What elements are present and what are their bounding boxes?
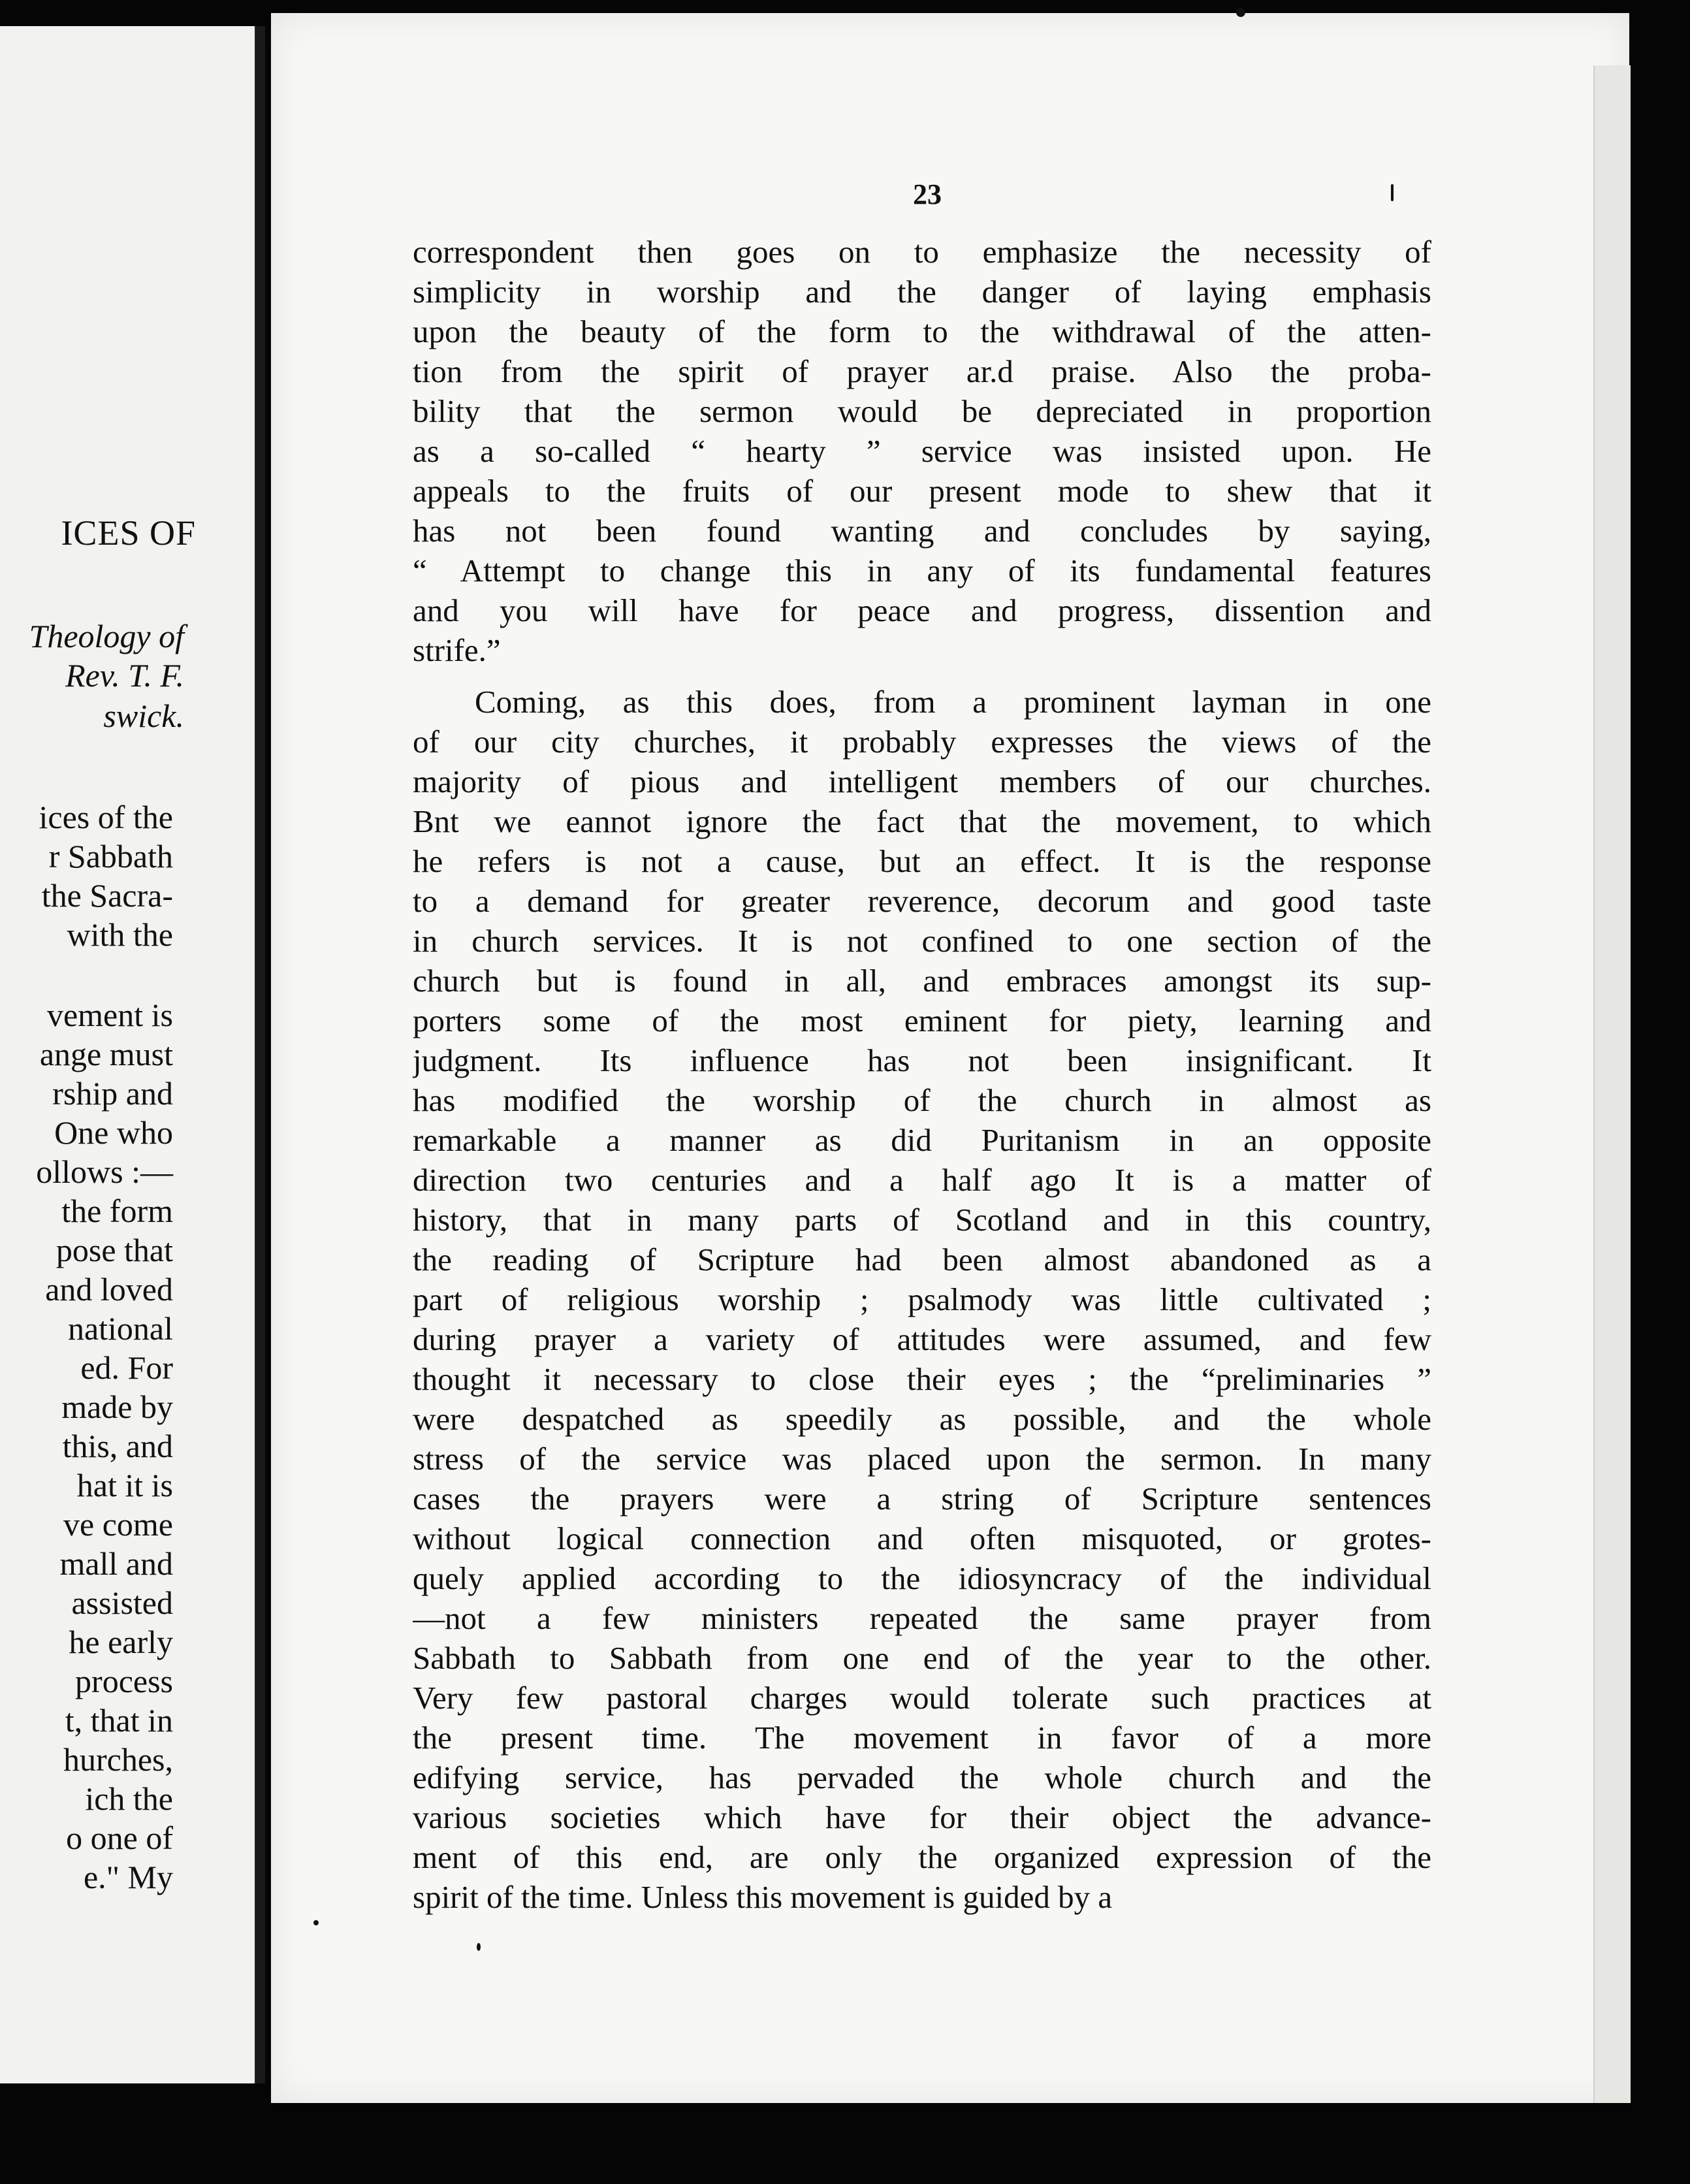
facing-page-line: assisted [71, 1584, 173, 1621]
text-line: quely applied according to the idiosyncracy of the individual [413, 1560, 1431, 1596]
facing-page-line: and loved [45, 1271, 173, 1308]
paragraph-1 [413, 232, 1431, 670]
facing-page-line: national [67, 1310, 173, 1347]
facing-page-line: r Sabbath [48, 838, 173, 875]
text-line: church but is found in all, and embraces amongst its sup- [413, 963, 1431, 999]
facing-page-line: process [75, 1663, 173, 1699]
text-line: “ Attempt to change this in any of its fundamental features [413, 553, 1431, 588]
facing-page-line: o one of [66, 1820, 173, 1856]
facing-page-line: ve come [63, 1506, 173, 1543]
facing-page-line: hurches, [63, 1741, 173, 1778]
facing-page-line: One who [54, 1114, 173, 1151]
text-line: history, that in many parts of Scotland and in this country, [413, 1202, 1431, 1238]
page-gutter [256, 26, 265, 2083]
text-line: simplicity in worship and the danger of laying emphasis [413, 274, 1431, 310]
facing-page-line: ange must [39, 1036, 173, 1072]
facing-page-heading: ICES OF [61, 513, 196, 553]
page-body-text [413, 232, 1431, 1917]
text-line: has modified the worship of the church in almost as [413, 1082, 1431, 1118]
text-line: majority of pious and intelligent members of our churches. [413, 763, 1431, 799]
facing-page-italic-line: Rev. T. F. [65, 657, 184, 694]
page-edge [1593, 65, 1631, 2103]
facing-page-line: hat it is [76, 1467, 173, 1503]
page-number: 23 [913, 178, 942, 210]
text-line: porters some of the most eminent for piety, learning and [413, 1003, 1431, 1038]
facing-page-line: e." My [83, 1859, 173, 1895]
facing-page-line: mall and [59, 1545, 173, 1582]
text-line: Very few pastoral charges would tolerate such practices at [413, 1680, 1431, 1716]
text-line: correspondent then goes on to emphasize the necessity of [413, 234, 1431, 270]
facing-page-line: with the [67, 916, 173, 953]
text-line: various societies which have for their object the advance- [413, 1799, 1431, 1835]
text-line: tion from the spirit of prayer ar.d praise. Also the proba- [413, 353, 1431, 389]
facing-page-line: this, and [62, 1428, 173, 1464]
text-line: Sabbath to Sabbath from one end of the year to the other. [413, 1640, 1431, 1676]
text-line: as a so-called “ hearty ” service was insisted upon. He [413, 433, 1431, 469]
text-line: thought it necessary to close their eyes ; the “preliminaries ” [413, 1361, 1431, 1397]
facing-page-line: vement is [46, 997, 173, 1033]
text-line: cases the prayers were a string of Scripture sentences [413, 1481, 1431, 1517]
facing-page-line: the form [61, 1193, 173, 1229]
scan-mark [1391, 184, 1394, 201]
facing-page-line: the Sacra- [41, 877, 173, 914]
facing-page [0, 26, 259, 2083]
text-line: to a demand for greater reverence, decorum and good taste [413, 883, 1431, 919]
facing-page-line: he early [69, 1624, 173, 1660]
text-line: Coming, as this does, from a prominent layman in one [475, 684, 1431, 720]
facing-page-line: ollows :— [36, 1153, 173, 1190]
text-line: during prayer a variety of attitudes were assumed, and few [413, 1321, 1431, 1357]
facing-page-italic-line: swick. [103, 698, 184, 734]
facing-page-line: rship and [52, 1075, 173, 1112]
text-line: —not a few ministers repeated the same prayer from [413, 1600, 1431, 1636]
text-line: bility that the sermon would be depreciated in proportion [413, 393, 1431, 429]
text-line: Bnt we eannot ignore the fact that the movement, to which [413, 803, 1431, 839]
scan-speck [477, 1943, 481, 1951]
facing-page-line: t, that in [65, 1702, 173, 1739]
paragraph-2 [413, 682, 1431, 1917]
text-line: the reading of Scripture had been almost abandoned as a [413, 1242, 1431, 1277]
scan-speck [1236, 8, 1245, 17]
facing-page-line: ices of the [39, 799, 173, 835]
text-line: upon the beauty of the form to the withdrawal of the atten- [413, 313, 1431, 349]
text-line: and you will have for peace and progress, dissention and [413, 592, 1431, 628]
text-line: the present time. The movement in favor of a more [413, 1720, 1431, 1756]
text-line: in church services. It is not confined to one section of the [413, 923, 1431, 959]
text-line: appeals to the fruits of our present mode to shew that it [413, 473, 1431, 509]
text-line: without logical connection and often misquoted, or grotes- [413, 1520, 1431, 1556]
facing-page-italic-line: Theology of [29, 618, 184, 654]
text-line: remarkable a manner as did Puritanism in an opposite [413, 1122, 1431, 1158]
facing-page-line: ed. For [80, 1349, 173, 1386]
text-line: part of religious worship ; psalmody was little cultivated ; [413, 1281, 1431, 1317]
text-line: stress of the service was placed upon the sermon. In many [413, 1441, 1431, 1477]
facing-page-line: made by [61, 1389, 173, 1425]
text-line: ment of this end, are only the organized expression of the [413, 1839, 1431, 1875]
text-line: edifying service, has pervaded the whole church and the [413, 1759, 1431, 1795]
text-line: judgment. Its influence has not been insignificant. It [413, 1042, 1431, 1078]
text-line: has not been found wanting and concludes by saying, [413, 513, 1431, 549]
text-line: strife.” [413, 632, 501, 668]
text-line: were despatched as speedily as possible, and the whole [413, 1401, 1431, 1437]
scan-speck [313, 1920, 319, 1925]
text-line: direction two centuries and a half ago It is a matter of [413, 1162, 1431, 1198]
facing-page-line: ich the [85, 1780, 173, 1817]
text-line: he refers is not a cause, but an effect. It is the response [413, 843, 1431, 879]
text-line: of our city churches, it probably expresses the views of the [413, 724, 1431, 760]
facing-page-line: pose that [56, 1232, 173, 1268]
text-line: spirit of the time. Unless this movement is guided by a [413, 1879, 1113, 1915]
